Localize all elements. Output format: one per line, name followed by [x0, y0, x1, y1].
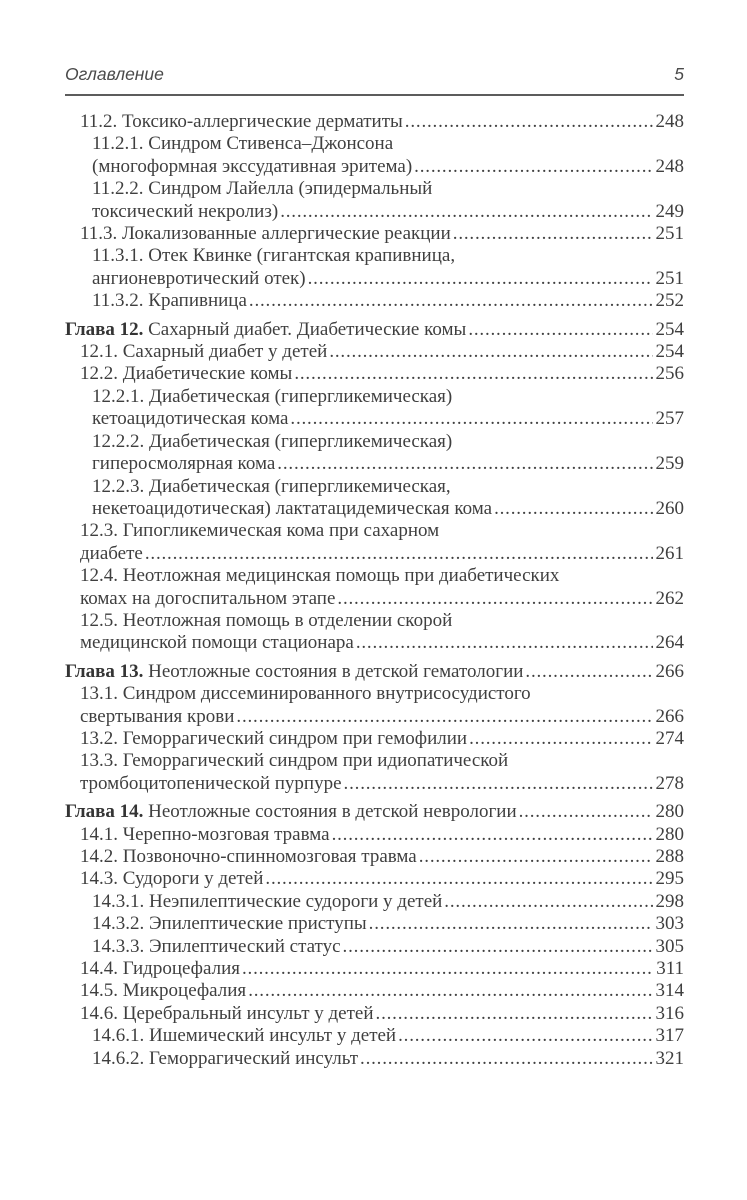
dot-leader [294, 363, 652, 385]
page-ref: 249 [655, 200, 684, 222]
dot-leader [469, 728, 652, 750]
toc-entry-title: 14.3.2. Эпилептические приступы [92, 913, 367, 935]
dot-leader [494, 498, 652, 520]
dot-leader [405, 111, 653, 133]
toc-entry [65, 476, 684, 521]
toc-entry [65, 386, 684, 431]
dot-leader [242, 958, 653, 980]
page-ref: 252 [655, 290, 684, 312]
dot-leader [145, 543, 653, 565]
dot-leader [360, 1048, 652, 1070]
page-ref: 264 [655, 632, 684, 654]
dot-leader [344, 773, 653, 795]
toc-entry-wrap-line: 11.3.1. Отек Квинке (гигантская крапивница, [92, 245, 456, 267]
toc-entry [65, 728, 684, 750]
page-ref: 305 [655, 935, 684, 957]
toc-entry-title: 12.1. Сахарный диабет у детей [80, 341, 328, 363]
page-ref: 274 [655, 727, 684, 749]
toc-entry [65, 431, 684, 476]
toc-entry-title: 14.6.1. Ишемический инсульт у детей [92, 1025, 397, 1047]
page-ref: 261 [655, 542, 684, 564]
dot-leader [468, 319, 652, 341]
toc-entry-wrap-line: 11.2.2. Синдром Лайелла (эпидермальный [92, 178, 433, 200]
page-ref: 314 [655, 980, 684, 1002]
toc-entry [65, 133, 684, 178]
page-ref: 311 [656, 958, 684, 980]
dot-leader [444, 891, 652, 913]
page-ref: 278 [655, 772, 684, 794]
dot-leader [248, 980, 652, 1002]
toc-entry-title: (многоформная экссудативная эритема) [92, 155, 413, 177]
dot-leader [414, 156, 652, 178]
toc-entry-title: 14.1. Черепно-мозговая травма [80, 823, 330, 845]
toc-entry-title: 14.2. Позвоночно-спинномозговая травма [80, 846, 417, 867]
running-title: Оглавление [65, 64, 164, 84]
toc-entry [65, 891, 684, 913]
dot-leader [419, 846, 653, 868]
toc-entry-title: диабете [80, 542, 143, 564]
dot-leader [453, 223, 653, 245]
page-ref: 259 [655, 453, 684, 475]
toc-entry-title: свертывания крови [80, 705, 235, 727]
page-ref: 317 [655, 1025, 684, 1047]
toc-entry-title: Глава 14. Неотложные состояния в детской неврологии [65, 801, 517, 823]
chapter-label: Глава 13. [65, 660, 149, 682]
toc-entry-title: 14.6.2. Геморрагический инсульт [92, 1047, 359, 1069]
toc-entry-wrap-line: 12.2.3. Диабетическая (гипергликемическая, [92, 475, 451, 497]
dot-leader [369, 913, 653, 935]
page-ref: 298 [655, 890, 684, 912]
toc-entry-title: тромбоцитопенической пурпуре [80, 772, 342, 794]
toc-entry [65, 319, 684, 341]
toc-entry-wrap-line: 12.4. Неотложная медицинская помощь при диабетических [80, 565, 560, 587]
running-header [65, 64, 684, 84]
page-ref: 288 [655, 846, 684, 867]
toc-entry [65, 750, 684, 795]
toc-entry [65, 1003, 684, 1025]
toc-entry-wrap-line: 12.3. Гипогликемическая кома при сахарном [80, 520, 440, 542]
page-ref: 251 [655, 267, 684, 289]
toc-entry-wrap-line: 13.3. Геморрагический синдром при идиопатической [80, 750, 509, 772]
page-ref: 262 [655, 587, 684, 609]
toc-entry-title: кетоацидотическая кома [92, 408, 289, 430]
page-ref: 251 [655, 223, 684, 245]
page-ref: 254 [655, 341, 684, 363]
toc-entry-wrap-line: 12.5. Неотложная помощь в отделении скорой [80, 609, 453, 631]
toc-entry [65, 846, 684, 868]
page-ref: 266 [655, 705, 684, 727]
toc-entry [65, 290, 684, 312]
toc-entry [65, 661, 684, 683]
toc-entry [65, 223, 684, 245]
page-ref: 248 [655, 111, 684, 132]
dot-leader [277, 453, 652, 475]
page-ref: 257 [655, 408, 684, 430]
toc-entry-title: 14.4. Гидроцефалия [80, 958, 240, 980]
dot-leader [265, 868, 652, 890]
toc-entry [65, 1025, 684, 1047]
dot-leader [398, 1025, 652, 1047]
toc-list [65, 111, 684, 1070]
dot-leader [332, 824, 653, 846]
dot-leader [329, 341, 652, 363]
toc-entry-wrap-line: 12.2.1. Диабетическая (гипергликемическая) [92, 385, 453, 407]
dot-leader [519, 801, 653, 823]
page-ref: 248 [655, 155, 684, 177]
page-ref: 266 [655, 660, 684, 682]
dot-leader [308, 268, 653, 290]
toc-entry-title: 14.6. Церебральный инсульт у детей [80, 1002, 374, 1024]
toc-entry [65, 178, 684, 223]
toc-entry-title: Глава 12. Сахарный диабет. Диабетические комы [65, 318, 467, 340]
toc-entry-title: 12.2. Диабетические комы [80, 363, 293, 385]
dot-leader [337, 588, 652, 610]
toc-entry-title: токсический некролиз) [92, 200, 279, 222]
toc-entry [65, 913, 684, 935]
dot-leader [249, 290, 653, 312]
toc-entry-title: комах на догоспитальном этапе [80, 587, 336, 609]
dot-leader [356, 632, 653, 654]
toc-entry-title: гиперосмолярная кома [92, 453, 276, 475]
dot-leader [280, 201, 652, 223]
toc-entry [65, 245, 684, 290]
page-ref: 295 [655, 868, 684, 890]
toc-entry [65, 980, 684, 1002]
dot-leader [525, 661, 652, 683]
page-ref: 280 [655, 823, 684, 845]
header-rule [65, 94, 684, 96]
toc-entry [65, 341, 684, 363]
toc-entry-title: 13.2. Геморрагический синдром при гемофилии [80, 727, 468, 749]
toc-entry-title: медицинской помощи стационара [80, 632, 354, 654]
toc-entry-title: 11.2. Токсико-аллергические дерматиты [80, 111, 403, 132]
toc-entry [65, 363, 684, 385]
toc-entry-title: Глава 13. Неотложные состояния в детской гематологии [65, 660, 524, 682]
toc-entry [65, 520, 684, 565]
page-ref: 254 [655, 318, 684, 340]
toc-entry [65, 868, 684, 890]
toc-entry [65, 936, 684, 958]
page-ref: 280 [655, 801, 684, 823]
toc-entry [65, 565, 684, 610]
toc-entry-title: 14.3. Судороги у детей [80, 868, 264, 890]
page-ref: 256 [655, 363, 684, 385]
toc-entry-title: 14.3.3. Эпилептический статус [92, 935, 341, 957]
toc-entry-wrap-line: 12.2.2. Диабетическая (гипергликемическая) [92, 430, 453, 452]
toc-entry [65, 801, 684, 823]
page-ref: 303 [655, 913, 684, 935]
dot-leader [236, 706, 652, 728]
toc-entry [65, 1048, 684, 1070]
dot-leader [290, 408, 652, 430]
toc-entry-wrap-line: 13.1. Синдром диссеминированного внутрисосудистого [80, 683, 531, 705]
toc-entry-title: некетоацидотическая) лактатацидемическая кома [92, 497, 493, 519]
toc-entry-wrap-line: 11.2.1. Синдром Стивенса–Джонсона [92, 133, 394, 155]
toc-entry-title: 11.3.2. Крапивница [92, 290, 247, 312]
page-number: 5 [674, 64, 684, 84]
page-ref: 316 [655, 1002, 684, 1024]
toc-entry [65, 824, 684, 846]
toc-entry-title: 14.5. Микроцефалия [80, 980, 247, 1002]
page-ref: 321 [655, 1047, 684, 1069]
chapter-label: Глава 14. [65, 801, 149, 823]
toc-entry-title: ангионевротический отек) [92, 267, 306, 289]
page-ref: 260 [655, 497, 684, 519]
chapter-label: Глава 12. [65, 318, 149, 340]
dot-leader [343, 936, 653, 958]
dot-leader [376, 1003, 653, 1025]
toc-entry [65, 683, 684, 728]
toc-entry [65, 958, 684, 980]
toc-entry [65, 111, 684, 133]
toc-entry [65, 610, 684, 655]
toc-entry-title: 11.3. Локализованные аллергические реакции [80, 223, 451, 245]
toc-entry-title: 14.3.1. Неэпилептические судороги у детей [92, 890, 443, 912]
